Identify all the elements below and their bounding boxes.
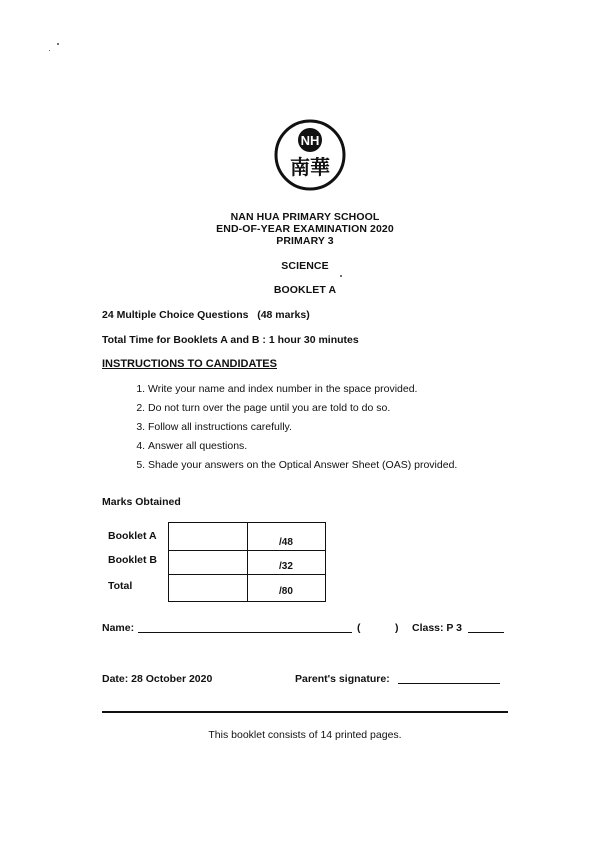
name-label: Name:: [102, 622, 135, 634]
school-name: NAN HUA PRIMARY SCHOOL: [230, 211, 380, 223]
total-max: /80: [279, 586, 293, 597]
instruction-item: 3. Follow all instructions carefully.: [148, 418, 457, 437]
table-divider: [247, 523, 248, 601]
booklet-a-label: Booklet A: [108, 530, 157, 542]
marks-table: [168, 522, 326, 602]
logo-monogram: NH: [300, 133, 320, 148]
total-label: Total: [108, 580, 133, 592]
scan-speck: [49, 50, 50, 51]
instruction-item: 1. Write your name and index number in the space provided.: [148, 380, 457, 399]
signature-field[interactable]: [398, 683, 500, 684]
scan-speck: [57, 43, 59, 45]
name-field[interactable]: [138, 632, 352, 633]
exam-title: END-OF-YEAR EXAMINATION 2020: [216, 223, 394, 235]
date-label: Date: 28 October 2020: [102, 673, 213, 685]
instructions-heading: INSTRUCTIONS TO CANDIDATES: [102, 358, 277, 370]
questions-info: 24 Multiple Choice Questions (48 marks): [102, 309, 310, 321]
booklet-a-max: /48: [279, 537, 293, 548]
footer-rule: [102, 711, 508, 713]
marks-title: Marks Obtained: [102, 496, 181, 508]
time-info: Total Time for Booklets A and B : 1 hour 30 minutes: [102, 334, 359, 346]
table-divider: [169, 550, 325, 551]
instruction-item: 4. Answer all questions.: [148, 437, 457, 456]
level: PRIMARY 3: [276, 235, 334, 247]
logo-chinese-name: 南華: [290, 155, 330, 179]
instruction-item: 5. Shade your answers on the Optical Answer Sheet (OAS) provided.: [148, 456, 457, 475]
scan-speck: [340, 275, 342, 277]
class-field[interactable]: [468, 632, 504, 633]
instructions-list: [100, 380, 457, 475]
class-label: Class: P 3: [412, 622, 463, 634]
index-close-paren: ): [395, 622, 399, 634]
instruction-item: 2. Do not turn over the page until you are told to do so.: [148, 399, 457, 418]
signature-label: Parent's signature:: [295, 673, 390, 685]
booklet: BOOKLET A: [273, 284, 337, 296]
table-divider: [169, 574, 325, 575]
subject: SCIENCE: [281, 260, 329, 272]
index-open-paren: (: [357, 622, 361, 634]
booklet-b-label: Booklet B: [108, 554, 158, 566]
page-count-note: This booklet consists of 14 printed pages.: [208, 729, 402, 741]
school-logo: [268, 118, 352, 192]
booklet-b-max: /32: [279, 561, 293, 572]
